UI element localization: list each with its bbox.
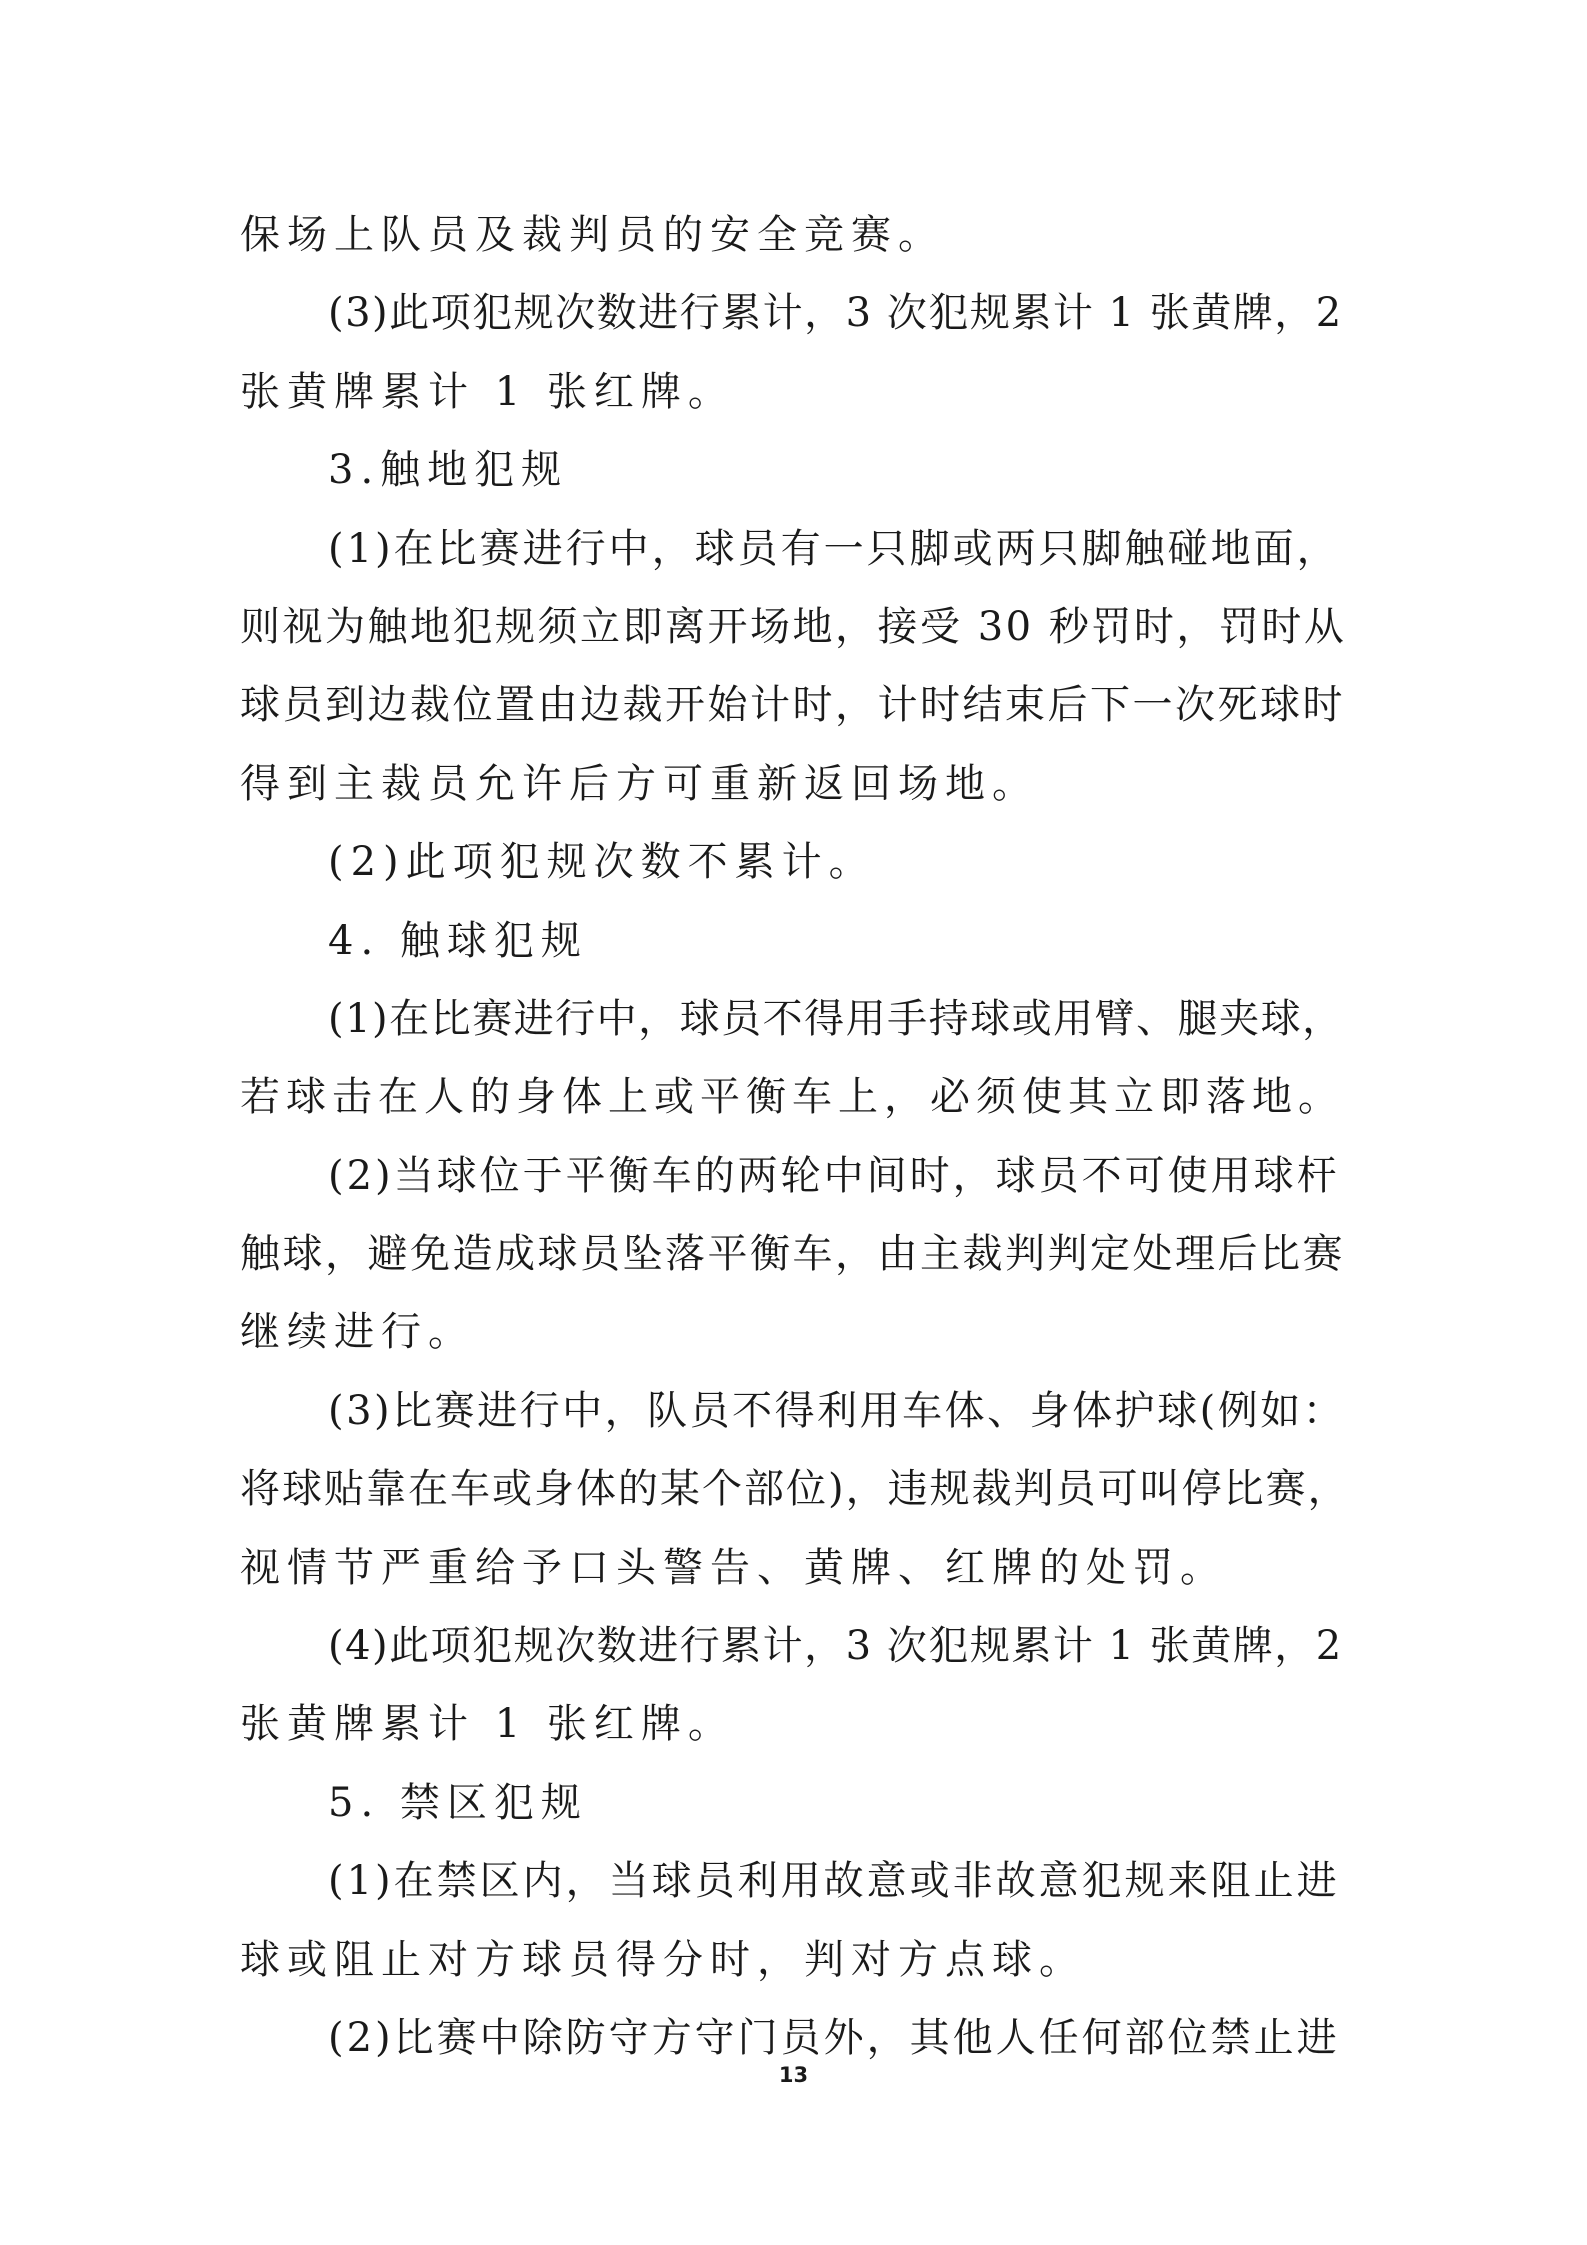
text-line: 若球击在人的身体上或平衡车上，必须使其立即落地。 [240,1074,1344,1121]
page-number: 13 [778,2063,809,2087]
text-line: (1)在禁区内，当球员利用故意或非故意犯规来阻止进 [328,1858,1340,1905]
text-line: 将球贴靠在车或身体的某个部位)，违规裁判员可叫停比赛， [240,1466,1350,1513]
text-line: 球或阻止对方球员得分时，判对方点球。 [240,1936,1086,1983]
text-line: (4)此项犯规次数进行累计，3 次犯规累计 1 张黄牌，2 [328,1623,1343,1670]
text-line: 张黄牌累计 1 张红牌。 [240,368,735,415]
body-text [240,196,1350,2077]
text-line: (1)在比赛进行中，球员不得用手持球或用臂、腿夹球， [328,995,1344,1042]
text-line: 视情节严重给予口头警告、黄牌、红牌的处罚。 [240,1544,1227,1591]
section-heading: 3.触地犯规 [328,447,569,494]
text-line: (2)当球位于平衡车的两轮中间时，球员不可使用球杆 [328,1152,1340,1199]
section-heading: 4. 触球犯规 [328,917,588,964]
text-line: 触球，避免造成球员坠落平衡车，由主裁判判定处理后比赛 [240,1231,1345,1278]
text-line: (2)此项犯规次数不累计。 [328,839,876,886]
text-line: 保场上队员及裁判员的安全竞赛。 [240,212,945,258]
text-line: (3)此项犯规次数进行累计，3 次犯规累计 1 张黄牌，2 [328,290,1343,337]
text-line: 张黄牌累计 1 张红牌。 [240,1701,735,1748]
section-heading: 5. 禁区犯规 [328,1779,588,1826]
text-line: (1)在比赛进行中，球员有一只脚或两只脚触碰地面， [328,525,1340,572]
text-line: (2)比赛中除防守方守门员外，其他人任何部位禁止进 [328,2014,1340,2061]
text-line: 则视为触地犯规须立即离开场地，接受 30 秒罚时，罚时从 [240,603,1347,650]
text-line: 得到主裁员允许后方可重新返回场地。 [240,760,1039,807]
text-line: 球员到边裁位置由边裁开始计时，计时结束后下一次死球时 [240,682,1345,729]
text-line: 继续进行。 [240,1309,475,1356]
text-line: (3)比赛进行中，队员不得利用车体、身体护球(例如： [328,1387,1346,1434]
